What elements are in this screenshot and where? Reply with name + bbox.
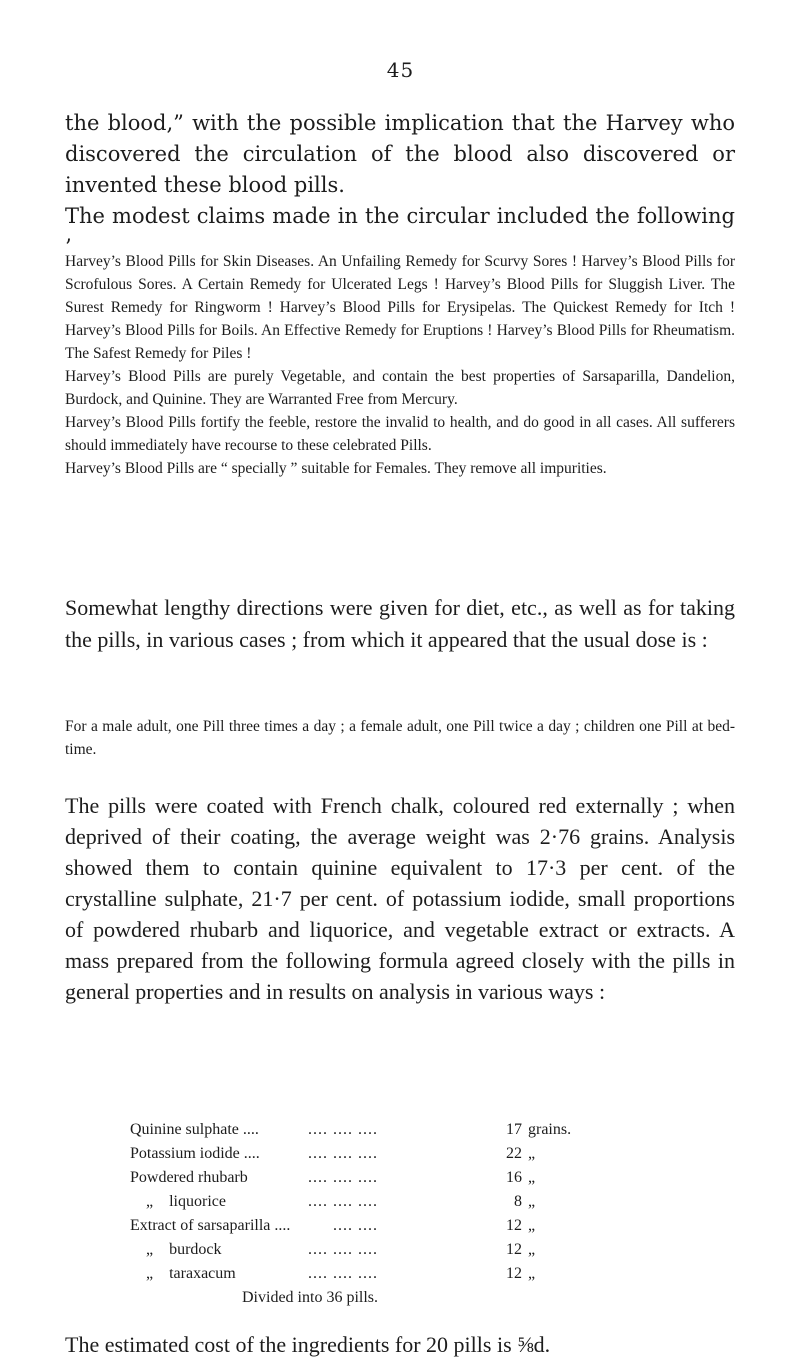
ingredient-unit: „ — [528, 1217, 536, 1234]
ingredient-unit: „ — [528, 1193, 536, 1210]
formula-row — [130, 1190, 630, 1214]
leader-dots: .... .... .... — [308, 1121, 378, 1138]
formula-row — [130, 1118, 630, 1142]
dose-text: For a male adult, one Pill three times a day ; a female adult, one Pill twice a day ; children one Pill at bed-time. — [65, 718, 735, 758]
leader-dots: .... .... .... — [308, 1145, 378, 1162]
ingredient-quantity: 22 — [506, 1145, 522, 1162]
ingredient-quantity: 8 — [514, 1193, 522, 1210]
ingredient-quantity: 17 — [506, 1121, 522, 1138]
formula-row — [130, 1262, 630, 1286]
paragraph-claims-lead: The modest claims made in the circular included the following ’ — [65, 204, 735, 259]
circular-quote — [65, 250, 735, 480]
ingredient-quantity: 12 — [506, 1217, 522, 1234]
paragraph-directions: Somewhat lengthy directions were given for diet, etc., as well as for taking the pills, in various cases ; from which it appeared that the usual dose is : — [65, 595, 735, 652]
paragraph-intro: the blood,” with the possible implication that the Harvey who discovered the circulation of the blood also discovered or invented these blood pills. — [65, 111, 735, 197]
leader-dots: .... .... .... — [308, 1193, 378, 1210]
formula-row — [130, 1214, 630, 1238]
ingredient-quantity: 16 — [506, 1169, 522, 1186]
ingredient-name: „ liquorice — [130, 1193, 226, 1210]
leader-dots: .... .... .... — [308, 1169, 378, 1186]
ingredient-unit: „ — [528, 1169, 536, 1186]
formula-row — [130, 1238, 630, 1262]
ingredient-name: Potassium iodide .... — [130, 1145, 260, 1162]
circular-paragraph: Harvey’s Blood Pills for Skin Diseases. An Unfailing Remedy for Scurvy Sores ! Harvey’s Blood Pills for Scrofulous Sores. A Certain Remedy for Ulcerated Legs ! Harvey’s Blood Pills for Sluggish Liver. The Surest Remedy for Ringworm ! Harvey’s Blood Pills for Erysipelas. The Quickest Remedy for Itch ! Harvey’s Blood Pills for Boils. An Effective Remedy for Eruptions ! Harvey’s Blood Pills for Rheumatism. The Safest Remedy for Piles ! — [65, 253, 735, 362]
paragraph-analysis: The pills were coated with French chalk, coloured red externally ; when deprived of their coating, the average weight was 2·76 grains. Analysis showed them to contain quinine equivalent to 17·3 per cent. of the crystalline sulphate, 21·7 per cent. of potassium iodide, small proportions of powdered rhubarb and liquorice, and vegetable extract or extracts. A mass prepared from the following formula agreed closely with the pills in general properties and in results on analysis in various ways : — [65, 793, 735, 1004]
leader-dots: .... .... — [308, 1217, 378, 1234]
ingredient-name: „ taraxacum — [130, 1265, 236, 1282]
ingredient-name: Powdered rhubarb — [130, 1169, 248, 1186]
ingredient-quantity: 12 — [506, 1241, 522, 1258]
ingredient-unit: „ — [528, 1241, 536, 1258]
ingredient-unit: grains. — [528, 1121, 572, 1138]
formula-table — [130, 1118, 630, 1310]
ingredient-unit: „ — [528, 1265, 536, 1282]
formula-note: Divided into 36 pills. — [242, 1289, 378, 1306]
ingredient-quantity: 12 — [506, 1265, 522, 1282]
ingredient-name: „ burdock — [130, 1241, 222, 1258]
page-number: 45 — [386, 58, 415, 82]
formula-row — [130, 1142, 630, 1166]
formula-row — [130, 1166, 630, 1190]
dose-quote — [65, 715, 735, 761]
leader-dots: .... .... .... — [308, 1241, 378, 1258]
leader-dots: .... .... .... — [308, 1265, 378, 1282]
circular-paragraph: Harvey’s Blood Pills are purely Vegetable, and contain the best properties of Sarsaparilla, Dandelion, Burdock, and Quinine. They are Warranted Free from Mercury. — [65, 368, 735, 408]
ingredient-name: Extract of sarsaparilla .... — [130, 1217, 291, 1234]
ingredient-name: Quinine sulphate .... — [130, 1121, 259, 1138]
circular-paragraph: Harvey’s Blood Pills fortify the feeble, restore the invalid to health, and do good in all cases. All sufferers should immediately have recourse to these celebrated Pills. — [65, 414, 735, 454]
ingredient-unit: „ — [528, 1145, 536, 1162]
circular-paragraph: Harvey’s Blood Pills are “ specially ” suitable for Females. They remove all impurities. — [65, 460, 607, 477]
paragraph-cost: The estimated cost of the ingredients for 20 pills is ⅝d. — [65, 1332, 551, 1357]
